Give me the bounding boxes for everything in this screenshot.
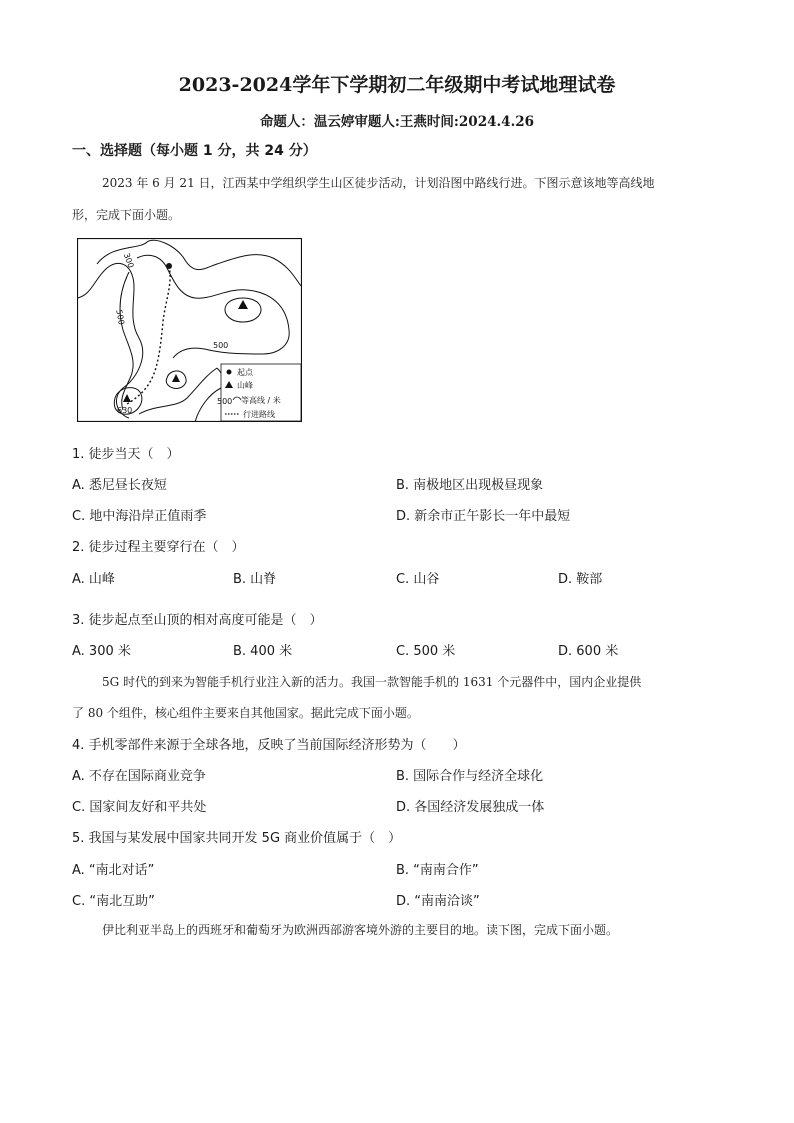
question-3-option-b[interactable]: B. 400 米 (233, 644, 293, 659)
contour-map (77, 238, 302, 422)
legend-peak-label: 山峰 (237, 381, 253, 390)
passage1-line2: 形，完成下面小题。 (72, 208, 181, 222)
question-4-option-c[interactable]: C. 国家间友好和平共处 (72, 800, 207, 815)
question-1-option-b[interactable]: B. 南极地区出现极昼现象 (396, 478, 544, 493)
contour-label-500-right: 500 (213, 341, 229, 350)
question-5-option-d[interactable]: D. “南南洽谈” (396, 894, 480, 909)
question-2-option-c[interactable]: C. 山谷 (396, 572, 440, 587)
contour-label-300: 300 (121, 251, 136, 270)
question-2-option-a[interactable]: A. 山峰 (72, 572, 115, 587)
question-1-option-d[interactable]: D. 新余市正午影长一年中最短 (396, 509, 571, 524)
legend-start-icon (227, 370, 232, 375)
question-3-option-d[interactable]: D. 600 米 (558, 644, 619, 659)
question-3-stem: 3. 徒步起点至山顶的相对高度可能是（ ） (72, 613, 323, 628)
question-2-option-d[interactable]: D. 鞍部 (558, 572, 603, 587)
question-3-option-c[interactable]: C. 500 米 (396, 644, 456, 659)
question-5-stem: 5. 我国与某发展中国家共同开发 5G 商业价值属于（ ） (72, 831, 402, 846)
question-1-stem: 1. 徒步当天（ ） (72, 447, 180, 462)
legend-contour-label: 等高线 / 米 (241, 396, 281, 405)
legend-route-label: 行进路线 (243, 410, 275, 419)
question-5-option-c[interactable]: C. “南北互助” (72, 894, 155, 909)
legend-start-label: 起点 (237, 368, 253, 377)
question-4-stem: 4. 手机零部件来源于全球各地，反映了当前国际经济形势为（ ） (72, 738, 466, 753)
question-3-option-a[interactable]: A. 300 米 (72, 644, 131, 659)
question-1-option-a[interactable]: A. 悉尼昼长夜短 (72, 478, 167, 493)
passage2-line1: 5G 时代的到来为智能手机行业注入新的活力。我国一款智能手机的 1631 个元器件中，国内企业提供 (102, 675, 642, 689)
section-heading: 一、选择题（每小题 1 分，共 24 分） (72, 143, 317, 159)
question-2-stem: 2. 徒步过程主要穿行在（ ） (72, 540, 245, 555)
question-2-option-b[interactable]: B. 山脊 (233, 572, 277, 587)
passage3-line1: 伊比利亚半岛上的西班牙和葡萄牙为欧洲西部游客境外游的主要目的地。读下图，完成下面小题。 (102, 923, 619, 937)
passage2-line2: 了 80 个组件，核心组件主要来自其他国家。据此完成下面小题。 (72, 706, 419, 720)
question-4-option-b[interactable]: B. 国际合作与经济全球化 (396, 769, 544, 784)
question-1-option-c[interactable]: C. 地中海沿岸正值雨季 (72, 509, 207, 524)
exam-subtitle: 命题人：温云婷审题人:王燕时间:2024.4.26 (259, 114, 535, 130)
question-5-option-b[interactable]: B. “南南合作” (396, 863, 479, 878)
contour-label-500-left: 500 (114, 308, 126, 326)
start-point-icon (166, 263, 172, 269)
passage1-line1: 2023 年 6 月 21 日，江西某中学组织学生山区徒步活动，计划沿图中路线行进。下图示意该地等高线地 (102, 176, 655, 190)
exam-title: 2023-2024学年下学期初二年级期中考试地理试卷 (178, 74, 616, 96)
question-4-option-d[interactable]: D. 各国经济发展独成一体 (396, 800, 545, 815)
question-4-option-a[interactable]: A. 不存在国际商业竞争 (72, 769, 206, 784)
contour-label-630: 630 (117, 406, 133, 415)
legend-contour-num: 500 (217, 397, 233, 406)
question-5-option-a[interactable]: A. “南北对话” (72, 863, 155, 878)
